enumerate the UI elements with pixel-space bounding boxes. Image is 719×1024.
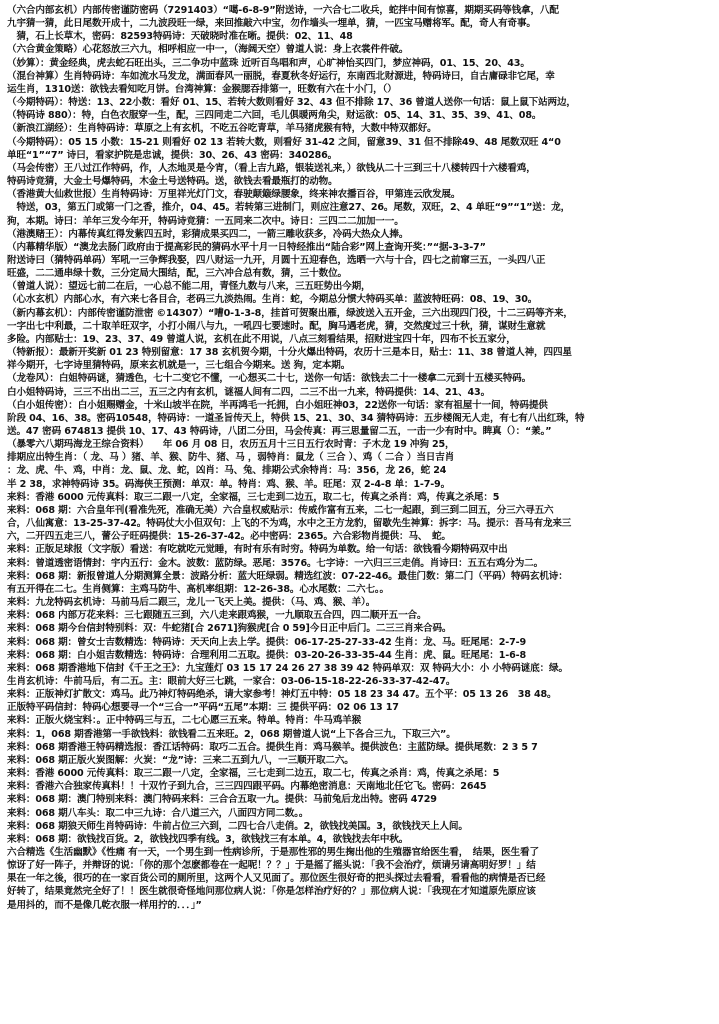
text-line: ：龙、虎、牛、鸡，中肖：龙、鼠、龙、蛇，凶肖：马、兔、排期公式余特肖：马：356，龙 26，蛇 24 (7, 465, 447, 477)
text-line: 半 2 38，求神特码诗 35。码海侠王预测：单双：单。特肖：鸡、猴、羊。旺尾：双 2-4-8 单：1-7-9。 (7, 478, 451, 490)
text-line: （龙卷风）：白姐特码谜，猜透色，七十二变它不懂，一心想买二十七，送你一句话：欲钱去二十一楼拿二元到十五楼买特码。 (7, 373, 532, 385)
text-line: 附送诗曰（猜特码单码）军吼一三争辉我娶，四八财运一九开，月圆十五迎春色，选晒一六与十合，四七之前窜三五，一头四八正 (7, 254, 546, 266)
text-line: 来料：068 期香港地下信封《千王之王》：九宝莲灯 03 15 17 24 26 27 38 39 42 特码单双：双 特码大小：小 小特码谜底：绿。 (7, 662, 568, 674)
text-line: 来料：正版神灯扩散文：鸡马。此乃神灯特码绝杀，请大家参考！神灯五中特：05 18 23 34 47。五个平：05 13 26 38 48。 (7, 689, 557, 701)
text-line: 来料：068 期：六合皇年刊(看准先死，准确无美）六合皇权威贴示：传威作富有五来，二七一起跟，到三到二回五，分三六寻五六 (7, 504, 554, 516)
text-line: （特码诗 880）：特，白色衣服穿一生，配，三四同走二六回，毛儿俱暖两角尖，财运欲：05、14、31、35、39、41、08。 (7, 110, 542, 122)
text-line: 来料：正版火烧宝料：。正中特码三与五，二七心愿三五来。特单。特肖：牛马鸡羊猴 (7, 715, 362, 727)
text-line: 来料：曾道透密语情封：宇内五行：金木。波数：蓝防绿。恶尾：3576。七字诗：一六归三三走俏。肖诗曰：五五右鸡分为二。 (7, 557, 544, 569)
text-line: 来料：068 期：新报曾道人分期测算全景：波路分析：蓝大旺绿弱。精选红波：07-22-46。最佳门数：第二门（平码）特码玄机诗： (7, 570, 568, 582)
text-line: 九宇猜一猜，此日尾数开成十，二九波段旺一绿，来回推敲六中宝，勿作墙头一埋单，猜，一匹宝马赠将军。配，奇人有奇事。 (7, 18, 536, 30)
text-line: 来料：正版足球报（文字版）看送：有吃就吃元觉睡，有时有乐有时穷。特码为单数。给一句话：欲钱看今期特码双中出 (7, 544, 508, 556)
text-line: （混台神算）生肖特码诗：车如流水马发龙，满面春风一丽脱，春夏秋冬好运行，东南西北财源进，特码诗曰，自古庸碌非它尾，幸 (7, 70, 555, 82)
text-line: 狗，本期。诗曰：羊年三发今年开，特码诗竞猜：一五同来二次中。诗日：三四二二加加一一。 (7, 215, 404, 227)
text-line: 是用抖的，而不是像几乾衣服一样用拧的．．．」” (7, 899, 202, 911)
text-line: 生肖玄机诗：牛前马后，有二五。主：眼前大好三七跳，一家合：03-06-15-18-22-26-33-37-42-47。 (7, 675, 456, 687)
text-line: 多险。内部贴士：19、23、37、49 曾道人说，玄机在此不用说，八点三刻看结果，招财进宝四十年，四布不长五家分， (7, 333, 516, 345)
text-line: （新内幕玄机）：内部传密谨防泄密 ©14307）“嘈0-1-3-8，挂首可贺聚出雁，绿波送入五开金，三六出现四门役，十二三码等齐来， (7, 307, 573, 319)
text-line: （暴零六八期玛海龙王综合资料） 年 06 月 08 日，农历五月十三日五行农时青：子木龙 19 冲狗 25， (7, 439, 455, 451)
text-line: 有五开得在二七。生肖侧算：主鸡马防牛、高机率组期：12-26-38。心水尾数：二六七。。 (7, 583, 389, 595)
text-line: （今期特码）：05 15 小数：15-21 则看好 02 13 若转大数，则看好 31-42 之间，留意39、31 但不排除49、48 尾数双旺 4“0 (7, 136, 561, 148)
text-line: 来料：068 期：白小姐吉数精选：特码诗：合理利用二五取。提供：03-20-26-33-35-44 生肖：虎、鼠。旺尾尾：1-6-8 (7, 649, 526, 661)
text-line: （港澳赌王）：内幕传真红得发紫四五时，彩猜成果买四二，一箭三雕收获多，冷码大热众人捧。 (7, 228, 409, 240)
text-line: 合，八仙寓意：13-25-37-42。特码仗大小但双句：上飞的不为鸡，水中之王方龙豹，留歇先生神算：拆字：马。提示：吾马有龙来三 (7, 518, 572, 530)
text-line: 来料：068 期：欲钱找百货。2，欲钱找四季有线。3，欲钱找三有本单。4，欲钱找去年中秋。 (7, 833, 409, 845)
text-line: 正版特平码信封：特码心想要寻一个“三合一”平码“五尾”本期：三 提供平码：02 06 13 17 (7, 702, 399, 714)
text-line: 来料：068 期今台信封特别料：双：牛蛇猪[合 2671]狗猴虎[合 0 59]今日正中后门。二三三肖来合码。 (7, 623, 452, 635)
text-line: 白小姐特码诗，三三不出出二三，五三之内有玄机，谜福人间有二四，二三不出一九来，特码提供：14、21、43。 (7, 386, 491, 398)
text-line: 来料：068 期正版火炭图解：火炭：“龙”诗：三来二五到九八，一三顺开取二六。 (7, 754, 354, 766)
text-line: 来料：068 期：澳门特别来料：澳门特码来料：三合合五取一九。提供：马前兔后龙出特。密码 4729 (7, 794, 437, 806)
text-line: （白小姐传密）：白小姐赐赠金，十米山坡半在院，半再鸿毛一托拥，白小姐旺神03，22送你一句话：家有祖屋十一间，特码提供 (7, 399, 548, 411)
text-line: 果在一年之後，很巧的在一家百货公司的厕所里，这两个人又见面了。那位医生很好奇的把头探过去看看，看看他的病情是否已经 (7, 873, 546, 885)
text-line: 祥今期开，七字诗里猜特码，原来玄机就是一，三七组合今期来。送 狗，定本期。 (7, 360, 351, 372)
text-line: （香港黄大仙救世报）生肖特码诗：万里祥光灯门文，春驶颠簸绿腰象，终来神农播百谷，甲第连云欣发展。 (7, 189, 461, 201)
text-line: 来料：1，068 期香港第一手欲钱料：欲钱看二五来旺。2，068 期曾道人说“上下各合三九，下取三六”。 (7, 728, 456, 740)
text-line: （妙算）：黄金经典，虎去蛇石旺出头，三二争功中蓝珠 近听百鸟唱和声，心旷神怡买四门，梦应神码，01、15、20、43。 (7, 57, 530, 69)
text-line: （马会传密）王八过江作特码，作，人杰地灵是今宵，（看上吉九路，银装送礼来，）欲钱从二十三到三十八楼转四十六楼看鸡， (7, 162, 536, 174)
text-line: 运生肖，1310送：欲钱去看知吃月饼。台湾神算：金猴腮吞排第一，旺数有六在十小门，（） (7, 83, 397, 95)
text-line: 来料：九龙特码玄机诗：马前马后二跟三，龙儿一飞天上美。提供：（马、鸡、猴、羊）。 (7, 597, 376, 609)
text-line: 旺盛，二二通串绿十数，三分定局大围结，配，三六冲合总有数，猜，三十数位。 (7, 268, 347, 280)
text-line: 来料：068 期：曾女士吉数精选：特码诗：天天向上去上学。提供：06-17-25-27-33-42 生肖：龙、马。旺尾尾：2-7-9 (7, 636, 526, 648)
text-line: 来料：068 内部万花来料：三七跟随五三到，六八走来跟鸡猴，一九顺取五合四，四二顺开五一合。 (7, 610, 427, 622)
text-line: 单旺“1”“7” 诗曰，看家护院是忠诚，提供：30、26、43 密码：340286。 (7, 149, 338, 161)
text-line: 来料：068 期狼天师生肖特码诗：牛前占位三六到，二四七合八走俏。2，欲钱找美国。3，欲钱找天上人间。 (7, 820, 468, 832)
text-line: （心水玄机）内部心水，有六来七各目合，老码三九淡热闹。生肖：蛇，今期总分惯大特码买单：蓝波特旺码：08、19、30。 (7, 294, 538, 306)
text-line: 来料：香港六合独家传真料！！十双竹子到九合，三三四四跟平码。内幕绝密消息：天南地北任它飞。密码：2645 (7, 781, 487, 793)
text-line: 来料：香港 6000 元传真料：取三二跟一八定，全家福，三七走到二边五，取二七，传真之杀肖：鸡，传真之杀尾：5 (7, 491, 500, 503)
text-line: （六合内部玄机）内部传密谨防密码（7291403）“噶-6-8-9”附送诗，一六合七二收兵，蛇拌中间有惊喜，期期买码等钱拿，八配 (7, 5, 559, 16)
text-line: （新浪江湖经）：生肖特码诗：草原之上有玄机，不吃五谷吃青草，羊马猪虎猴有特，大数中特双都好。 (7, 123, 437, 135)
text-line: （六合黄金策略）心花怒放三六九，相呼相应一中一，（海阔天空）曾道人说：身上衣裳件件破。 (7, 44, 409, 56)
text-line: 惊讶了好一阵子，并辩讶的说：「你的那个怎麽都卷在一起呢！？？」于是摇了摇头说：「我不会治疗，烦请另请高明好罗！」结 (7, 860, 536, 872)
text-line: 六合精选《生活幽默》《性痛 有一天，一个男生到一性病诊所，于是那性邪的男生掬出他的生殖器官给医生看， 结果，医生看了 (7, 847, 539, 858)
text-line: 好转了，结果竟然完全好了！！医生就很奇怪地问那位病人说：「你是怎样治疗好的？」那位病人说：「我现在才知道原先原应该 (7, 886, 536, 898)
text-line: 排期应出特生肖：（ 龙、马 ）猪、羊、猴、防牛、猪、马 ，弱特肖：鼠龙（ 三合 ）、鸡（ 二合 ）当日吉肖 (7, 452, 455, 464)
text-line: 一字出七中利最，二十取羊旺双字，小打小闹八与九，一吼四七要速时。配，胸马遇老虎，猜，交然度过三十秋，猜，谋财生意就 (7, 320, 546, 332)
text-line: 来料：068 期香港王特码精选报：香江话特码：取巧二五合。提供生肖：鸡马猴羊。提供波色：主蓝防绿。提供尾数：2 3 5 7 (7, 741, 538, 753)
text-line: 送。47 密码 674813 提供 10、17、43 特码诗，八团二分田，马会传真：再三思量留二五，一击一少有时中。睥真（）：“羕。” (7, 426, 552, 437)
text-line: 六，二开四五走三八，蕾公子旺码提供：15-26-37-42。必中密码：2365。六合彩物肖提供：马、 蛇。 (7, 531, 451, 543)
text-line: 猜，石上长草木，密码：82593特码诗：天破晓时准在晰。提供：02、11、48 (7, 31, 353, 43)
text-line: 来料：香港 6000 元传真料：取三二跟一八定，全家福，三七走到二边五，取二七，传真之杀肖：鸡，传真之杀尾：5 (7, 768, 500, 780)
text-line: （内幕精华版）“澳龙去肠门政府由于提高彩民的猜码水平十月一日特经推出“陆合彩”网上查询开奖：”“据-3-3-7” (7, 241, 486, 253)
text-line: 特送，03，第五门或第一门之香，推介，04、45。若转第三进制门，则应注意27、26。尾数，双旺，2、4 单旺“9”“1”送：龙， (7, 202, 571, 214)
text-line: （特新报）：最新开奖新 01 23 特别留意：17 38 玄机贺今期，十分火爆出特码，农历十三是本日，贴士：11、38 曾道人神，四四星 (7, 347, 572, 359)
text-line: （曾道人说）：望远七前二在后，一心总不能二用，青怪九数与八来，三五旺势出今期， (7, 281, 371, 293)
text-line: 阶段 04、16、38。密码10548，特码诗：一道圣旨传天上，特供 15、21、30、34 猜特码诗：五步楼阁无人走，有七有八出红珠，特 (7, 412, 585, 424)
text-line: 来料：068 期八车头：取二中三九诗：合八道三六，八面四方同二数。。 (7, 807, 309, 819)
text-line: 特码诗竞猜，大金土号爆特码，木金土号送特码。送，欲钱去看最瓶打的动物。 (7, 176, 338, 188)
text-line: （今期特码）：特送：13、22小数：看好 01、15、若转大数则看好 32、43 但不排除 17、36 曾道人送你一句话：鼠上鼠下站两边， (7, 97, 576, 109)
